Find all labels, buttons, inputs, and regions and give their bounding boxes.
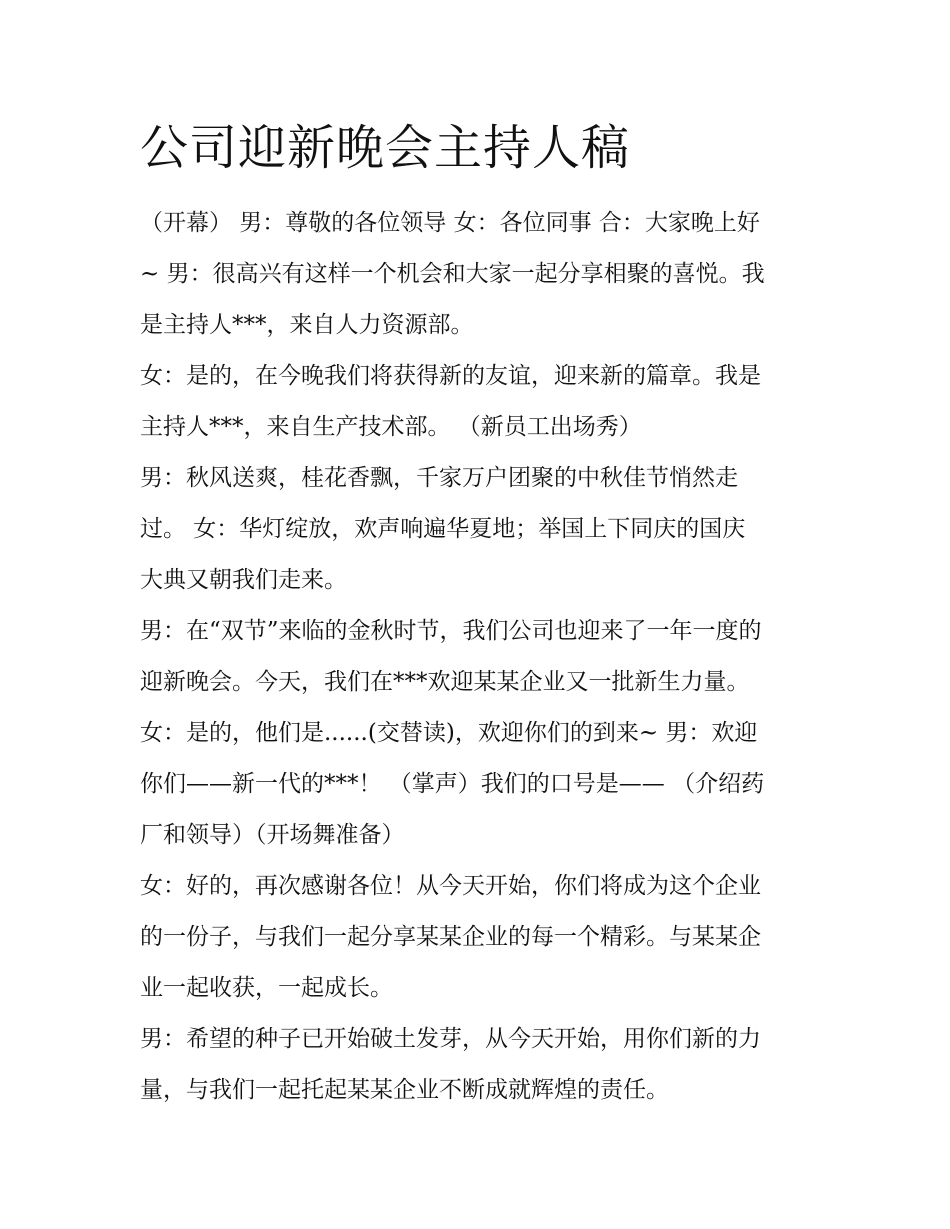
- text-line: 女：好的，再次感谢各位！从今天开始，你们将成为这个企业: [140, 873, 761, 899]
- text-line: ~ 男：很高兴有这样一个机会和大家一起分享相聚的喜悦。我: [140, 261, 765, 287]
- text-line: 过。 女：华灯绽放，欢声响遍华夏地；举国上下同庆的国庆: [140, 516, 746, 542]
- text-line: 业一起收获，一起成长。: [140, 975, 393, 1001]
- text-line: 主持人***，来自生产技术部。 （新员工出场秀）: [140, 414, 642, 440]
- paragraph: [140, 1014, 812, 1116]
- text-line: 迎新晚会。今天，我们在***欢迎某某企业又一批新生力量。: [140, 669, 750, 695]
- paragraph: [140, 351, 812, 453]
- text-line: 女：是的，在今晚我们将获得新的友谊，迎来新的篇章。我是: [140, 363, 761, 389]
- text-line: 的一份子，与我们一起分享某某企业的每一个精彩。与某某企: [140, 924, 761, 950]
- paragraph: [140, 606, 812, 708]
- paragraph-opening: [140, 198, 812, 351]
- paragraph: [140, 453, 812, 606]
- text-line: 量，与我们一起托起某某企业不断成就辉煌的责任。: [140, 1077, 669, 1103]
- text-line: （开幕） 男：尊敬的各位领导 女：各位同事 合：大家晚上好: [140, 210, 760, 236]
- text-line: 男：在“双节”来临的金秋时节，我们公司也迎来了一年一度的: [140, 618, 762, 644]
- text-line: 男：希望的种子已开始破土发芽，从今天开始，用你们新的力: [140, 1026, 761, 1052]
- text-line: 大典又朝我们走来。: [140, 567, 347, 593]
- text-line: 男：秋风送爽，桂花香飘，千家万户团聚的中秋佳节悄然走: [140, 465, 738, 491]
- document-body: [140, 198, 812, 1116]
- text-line: 你们——新一代的***！ （掌声）我们的口号是—— （介绍药: [140, 771, 765, 797]
- document-title: 公司迎新晚会主持人稿: [140, 120, 631, 176]
- paragraph: [140, 708, 812, 861]
- text-line: 是主持人***，来自人力资源部。: [140, 312, 474, 338]
- paragraph: [140, 861, 812, 1014]
- text-line: 女：是的，他们是......(交替读)，欢迎你们的到来~ 男：欢迎: [140, 720, 758, 746]
- text-line: 厂和领导）（开场舞准备）: [140, 822, 405, 848]
